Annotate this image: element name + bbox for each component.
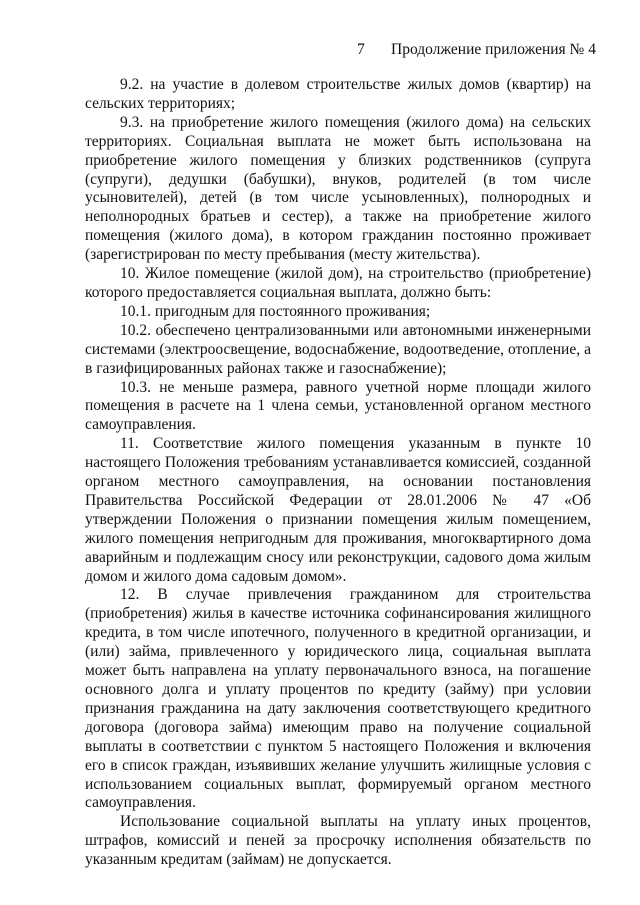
paragraph-12: 12. В случае привлечения гражданином для строительства (приобретения) жилья в качестве источника софинансирования жилищного кредита, в том числе ипотечного, полученного в кредитной организации, и (или) займа, привлеченного у юридического лица, социальная выплата может быть направлена на уплату первоначального взноса, на погашение основного долга и уплату процентов по кредиту (займу) при условии признания гражданина на дату заключения соответствующего кредитного договора (договора займа) имеющим право на получение социальной выплаты в соответствии с пунктом 5 настоящего Положения и включения его в список граждан, изъявивших желание улучшить жилищные условия с использованием социальных выплат, формируемый органом местного самоуправления. <box>85 586 591 812</box>
paragraph-12-continuation: Использование социальной выплаты на уплату иных процентов, штрафов, комиссий и пеней за просрочку исполнения обязательств по указанным кредитам (займам) не допускается. <box>85 813 591 869</box>
paragraph-10-3: 10.3. не меньше размера, равного учетной норме площади жилого помещения в расчете на 1 члена семьи, установленной органом местного самоуправления. <box>85 378 591 434</box>
page-header <box>0 40 640 60</box>
paragraph-10-2: 10.2. обеспечено централизованными или автономными инженерными системами (электроосвещение, водоснабжение, водоотведение, отопление, а в газифицированных районах также и газоснабжение); <box>85 321 591 377</box>
paragraph-10: 10. Жилое помещение (жилой дом), на строительство (приобретение) которого предоставляется социальная выплата, должно быть: <box>85 265 591 301</box>
paragraph-9-3: 9.3. на приобретение жилого помещения (жилого дома) на сельских территориях. Социальная выплата не может быть использована на приобретение жилого помещения у близких родственников (супруга (супруги), дедушки (бабушки), внуков, родителей (в том числе усыновителей), детей (в том числе усыновленных), полнородных и неполнородных братьев и сестер), а также на приобретение жилого помещения (жилого дома), в котором гражданин постоянно проживает (зарегистрирован по месту пребывания (месту жительства). <box>85 113 591 264</box>
appendix-continuation-label: Продолжение приложения № 4 <box>391 41 596 58</box>
paragraph-10-1: 10.1. пригодным для постоянного проживания; <box>120 302 431 320</box>
paragraph-11: 11. Соответствие жилого помещения указанным в пункте 10 настоящего Положения требованиям устанавливается комиссией, созданной органом местного самоуправления, на основании постановления Правительства Российской Федерации от 28.01.2006 № 47 «Об утверждении Положения о признании помещения жилым помещением, жилого помещения непригодным для проживания, многоквартирного дома аварийным и подлежащим сносу или реконструкции, садового дома жилым домом и жилого дома садовым домом». <box>85 435 591 585</box>
paragraph-9-2: 9.2. на участие в долевом строительстве жилых домов (квартир) на сельских территориях; <box>85 76 591 112</box>
document-body <box>85 76 591 870</box>
page-number: 7 <box>357 41 365 58</box>
